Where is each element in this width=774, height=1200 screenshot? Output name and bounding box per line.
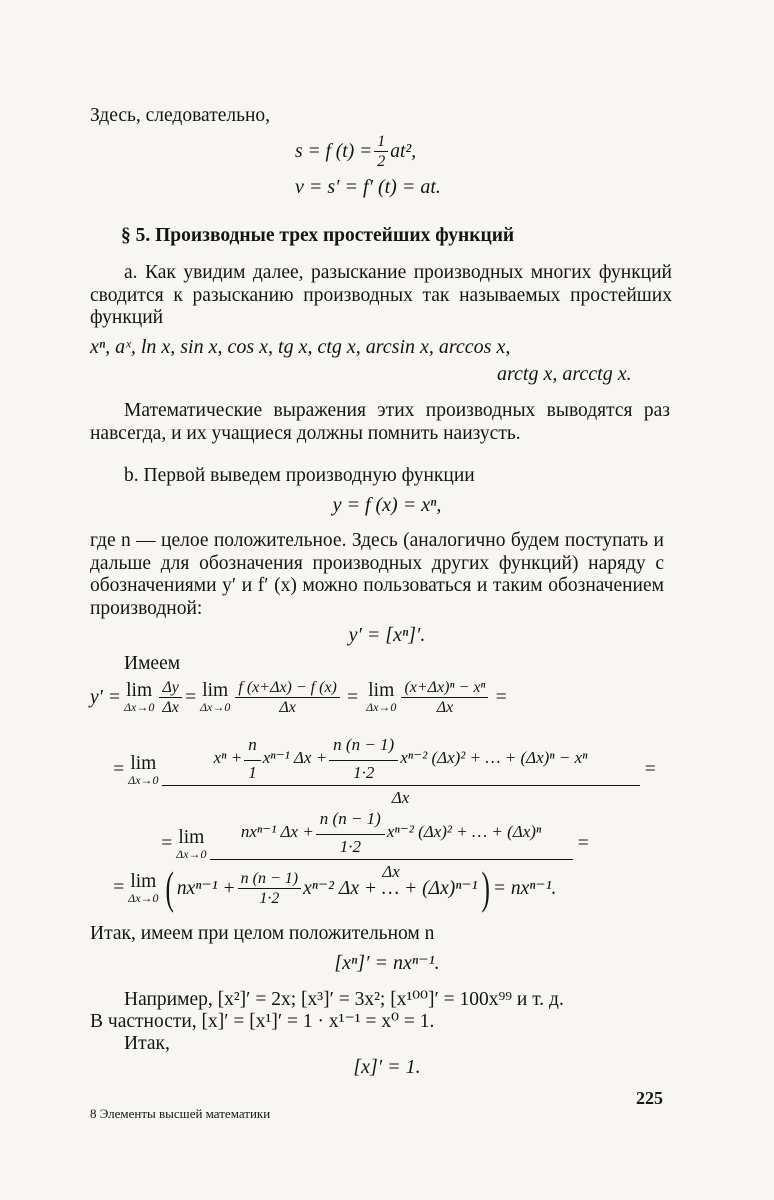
limit (128, 872, 158, 905)
coef-binomial (316, 804, 385, 859)
paragraph-b: b. Первой выведем производную функции (124, 465, 475, 486)
limit (176, 828, 206, 861)
derivation-row-2 (112, 730, 657, 810)
equation-result: [xⁿ]′ = nxⁿ⁻¹. (334, 952, 440, 974)
equals-sign: = (160, 833, 174, 854)
lim-word: lim (126, 680, 153, 701)
lim-sub: Δx→0 (366, 700, 397, 714)
itak-text: Итак, имеем при целом положительном n (90, 923, 435, 944)
lim-sub: Δx→0 (176, 846, 207, 861)
equals-sign: = (345, 686, 360, 708)
frac-num: f (x+Δx) − f (x) (235, 678, 340, 698)
frac-num: n (n − 1) (316, 804, 385, 835)
fraction-dy-dx (159, 678, 182, 717)
left-paren: ( (164, 862, 174, 913)
lim-word: lim (130, 870, 157, 892)
frac-den: 1·2 (259, 889, 280, 907)
section-title: § 5. Производные трех простейших функций (121, 225, 515, 246)
row4-part-a: nxⁿ⁻¹ + (176, 878, 236, 899)
right-paren: ) (480, 862, 490, 913)
lim-sub: Δx→0 (200, 700, 231, 714)
frac-num: n (n − 1) (238, 869, 301, 889)
functions-line-1: xⁿ, aˣ, ln x, sin x, cos x, tg x, ctg x, arcsin x, arccos x, (90, 336, 511, 358)
row4-part-c: = nxⁿ⁻¹. (492, 878, 557, 899)
limit (200, 681, 230, 714)
frac-den: 1·2 (339, 837, 361, 856)
fraction-binomial (401, 678, 488, 717)
frac-den: Δx (279, 699, 296, 716)
lim-word: lim (130, 752, 157, 774)
limit (128, 754, 158, 787)
frac-num: n (244, 730, 261, 761)
fraction-expansion (162, 730, 640, 810)
equals-sign: = (112, 759, 126, 780)
frac-den: Δx (391, 788, 410, 807)
lim-sub: Δx→0 (123, 700, 155, 714)
page-number: 225 (636, 1088, 663, 1108)
num-part-a: nxⁿ⁻¹ Δx + (240, 821, 314, 841)
num-part-b: xⁿ⁻¹ Δx + (262, 747, 328, 767)
frac-den: Δx (436, 699, 454, 716)
equals-sign: = (576, 833, 590, 854)
frac-num: 1 (374, 132, 388, 152)
fraction-half (374, 132, 388, 171)
eq-s-left: s = f (t) = (295, 140, 373, 162)
frac-den: 2 (377, 153, 386, 170)
eq-s-right: at², (390, 140, 417, 162)
derivation-row-1 (90, 678, 508, 717)
equation-v: v = s′ = f′ (t) = at. (295, 176, 441, 198)
footer-signature: 8 Элементы высшей математики (90, 1106, 271, 1121)
itak-text-2: Итак, (124, 1033, 170, 1054)
frac-num: Δy (159, 678, 182, 698)
equation-notation: y′ = [xⁿ]′. (348, 624, 426, 646)
lim-word: lim (368, 680, 395, 701)
lim-word: lim (202, 680, 229, 701)
example-line-2: В частности, [x]′ = [x¹]′ = 1 · x¹⁻¹ = x⁰ = 1. (90, 1011, 435, 1032)
frac-den: Δx (162, 699, 179, 716)
equation-final: [x]′ = 1. (353, 1056, 421, 1078)
equals-sign: = (112, 877, 126, 898)
paragraph-where: где n — целое положительное. Здесь (аналогично будем поступать и дальше для обозначения производных других функций) наряду с обозначениями y′ и f′ (x) можно пользоваться и таким обозначением производной: (90, 530, 664, 619)
limit (124, 681, 154, 714)
equals-sign: = (494, 686, 508, 708)
paragraph-math: Математические выражения этих производных выводятся раз навсегда, и их учащиеся должны помнить наизусть. (90, 400, 670, 444)
functions-line-2: arctg x, arcctg x. (497, 363, 632, 385)
frac-den: 1 (248, 763, 257, 782)
intro-text: Здесь, следовательно, (90, 105, 271, 126)
frac-num (162, 730, 640, 786)
imeem-text: Имеем (124, 653, 181, 674)
lim-sub: Δx→0 (128, 890, 159, 905)
num-part-b: xⁿ⁻² (Δx)² + … + (Δx)ⁿ (386, 821, 542, 841)
lim-sub: Δx→0 (128, 772, 159, 787)
derivation-row-4 (112, 862, 557, 913)
row4-part-b: xⁿ⁻² Δx + … + (Δx)ⁿ⁻¹ (303, 878, 478, 899)
num-part-a: xⁿ + (213, 747, 243, 767)
equals-sign: = (643, 759, 657, 780)
paragraph-a: а. Как увидим далее, разыскание производных многих функций сводится к разысканию производных так называемых простейших функций (90, 262, 672, 328)
frac-den: Δx (382, 862, 400, 881)
equation-s (295, 132, 416, 171)
frac-num: n (n − 1) (329, 730, 398, 761)
coef-n-over-1 (244, 730, 261, 785)
equation-y: y = f (x) = xⁿ, (332, 494, 442, 516)
fraction-increment (235, 678, 340, 717)
limit (366, 681, 396, 714)
example-line-1: Например, [x²]′ = 2x; [x³]′ = 3x²; [x¹⁰⁰]′ = 100x⁹⁹ и т. д. (124, 989, 564, 1010)
y-prime: y′ = (90, 686, 121, 708)
coef-binomial (329, 730, 398, 785)
frac-num: (x+Δx)ⁿ − xⁿ (401, 678, 488, 698)
frac-num (210, 804, 573, 860)
equals-sign: = (183, 686, 198, 708)
coef-binomial (238, 869, 301, 908)
num-part-c: xⁿ⁻² (Δx)² + … + (Δx)ⁿ − xⁿ (400, 747, 588, 767)
frac-den: 1·2 (353, 763, 375, 782)
lim-word: lim (178, 826, 205, 848)
